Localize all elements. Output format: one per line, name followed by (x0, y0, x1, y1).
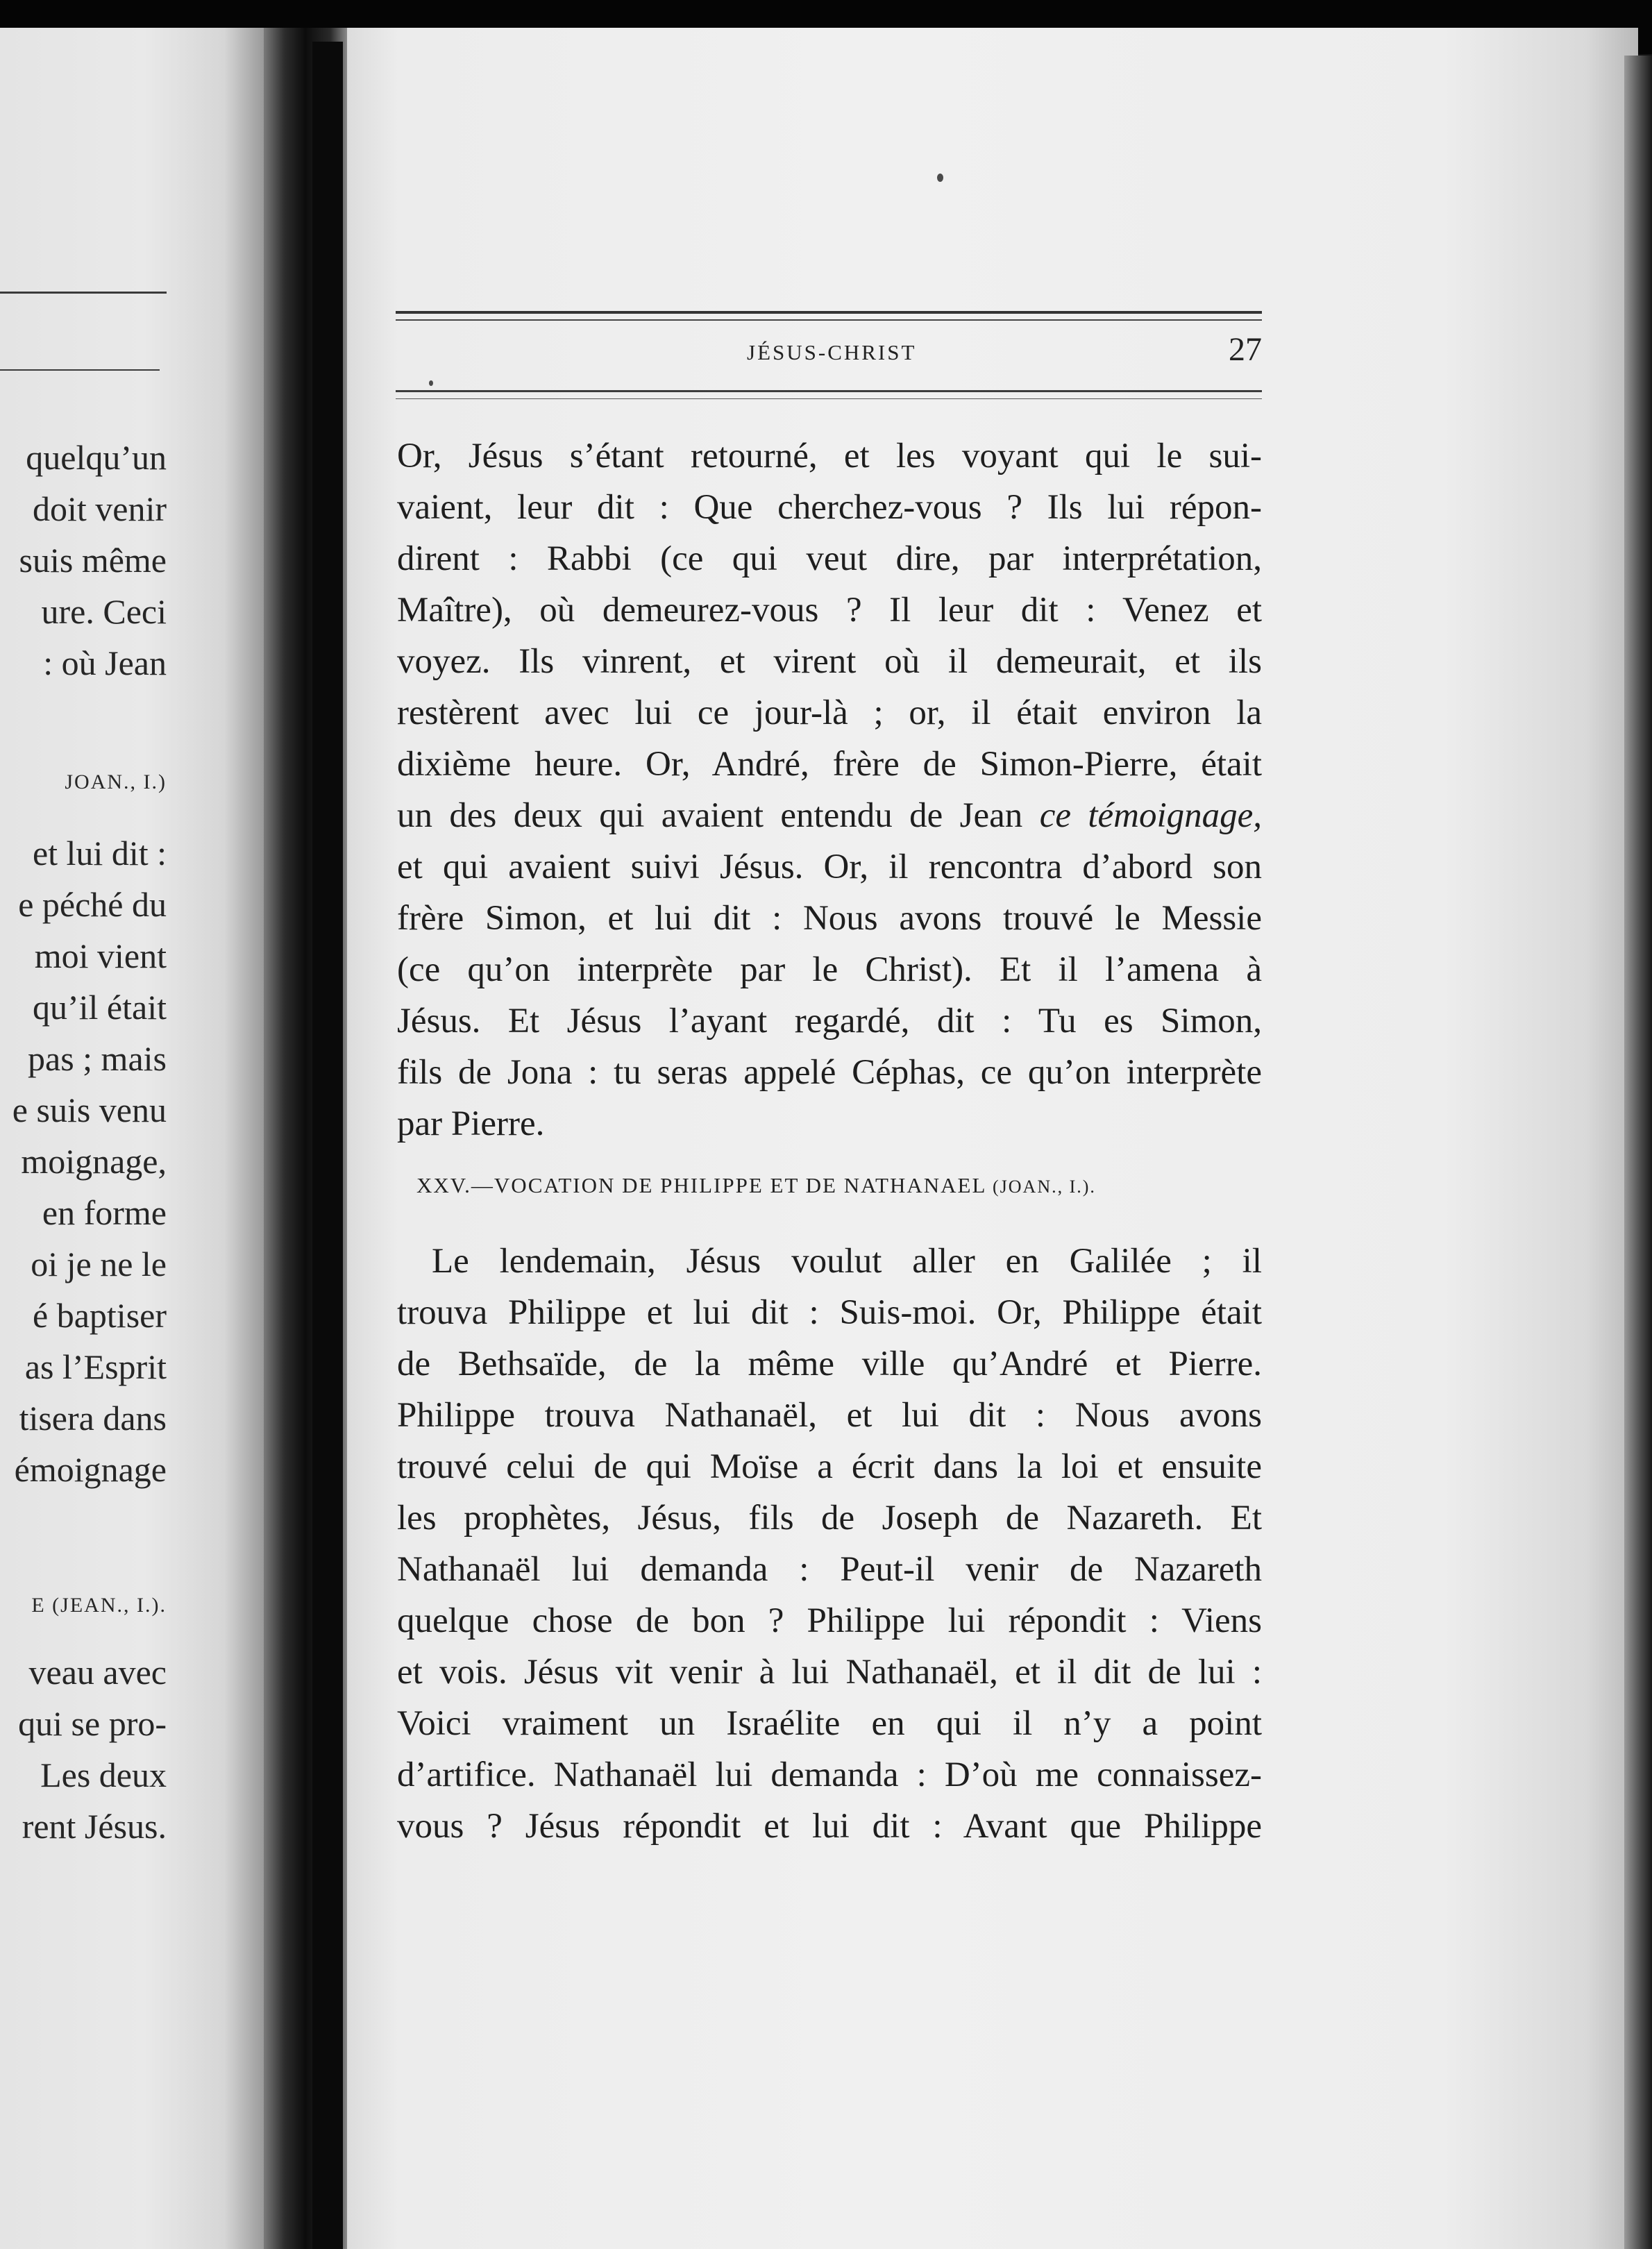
left-text-line: e péché du (18, 885, 167, 924)
text-line: vous ? Jésus répondit et lui dit : Avant que Philippe (397, 1807, 1262, 1846)
text-line: de Bethsaïde, de la même ville qu’André et Pierre. (397, 1345, 1262, 1383)
text-segment: un des deux qui avaient entendu de Jean (397, 796, 1023, 835)
left-text-line: et lui dit : (32, 834, 167, 873)
left-text-line: as l’Esprit (24, 1347, 167, 1386)
text-line: les prophètes, Jésus, fils de Joseph de Nazareth. Et (397, 1499, 1262, 1538)
header-rule-bottom (396, 390, 1262, 392)
left-section-ref: E (JEAN., I.). (31, 1594, 167, 1617)
left-text-line: tisera dans (19, 1399, 167, 1438)
text-line: Nathanaël lui demanda : Peut-il venir de Nazareth (397, 1550, 1262, 1589)
left-text-line: doit venir (32, 489, 167, 528)
left-text-line: oi je ne le (31, 1245, 167, 1283)
left-page (0, 28, 264, 2249)
text-line: dirent : Rabbi (ce qui veut dire, par interprétation, (397, 539, 1262, 578)
text-line: Maître), où demeurez-vous ? Il leur dit : Venez et (397, 591, 1262, 630)
left-section-ref: JOAN., I.) (65, 770, 167, 793)
italic-phrase: ce témoignage, (1039, 796, 1263, 835)
left-text-line: moignage, (21, 1142, 167, 1181)
left-text-line: quelqu’un (26, 438, 167, 477)
text-line: Jésus. Et Jésus l’ayant regardé, dit : Tu es Simon, (397, 1002, 1262, 1041)
text-line: fils de Jona : tu seras appelé Céphas, ce qu’on interprète (397, 1053, 1262, 1092)
page-number: 27 (1229, 331, 1262, 368)
left-text-line: Les deux (40, 1755, 167, 1794)
left-page-sub-rule (0, 369, 160, 371)
print-speck (937, 174, 943, 182)
section-heading-title: XXV.—VOCATION DE PHILIPPE ET DE NATHANAEL (416, 1173, 986, 1197)
left-text-line: en forme (42, 1193, 167, 1232)
header-rule-bottom-thin (396, 398, 1262, 399)
text-line: Or, Jésus s’étant retourné, et les voyant qui le sui- (397, 437, 1262, 475)
text-line: trouvé celui de qui Moïse a écrit dans la loi et ensuite (397, 1447, 1262, 1486)
text-line: Le lendemain, Jésus voulut aller en Galilée ; il (432, 1242, 1262, 1281)
text-line: et vois. Jésus vit venir à lui Nathanaël, et il dit de lui : (397, 1653, 1262, 1692)
header-rule-top (396, 311, 1262, 314)
gutter-shadow (312, 42, 343, 2249)
text-line: trouva Philippe et lui dit : Suis-moi. Or, Philippe était (397, 1293, 1262, 1332)
text-line: Philippe trouva Nathanaël, et lui dit : Nous avons (397, 1396, 1262, 1435)
text-line-with-italic (397, 790, 1262, 841)
left-text-line: veau avec (28, 1653, 167, 1692)
text-line: Voici vraiment un Israélite en qui il n’y a point (397, 1704, 1262, 1743)
section-heading-ref: (JOAN., I.). (992, 1177, 1096, 1197)
text-line: (ce qu’on interprète par le Christ). Et il l’amena à (397, 950, 1262, 989)
left-text-line: rent Jésus. (22, 1807, 167, 1846)
left-text-line: e suis venu (12, 1090, 167, 1129)
left-text-line: é baptiser (33, 1296, 167, 1335)
text-line: voyez. Ils vinrent, et virent où il demeurait, et ils (397, 642, 1262, 681)
text-line: par Pierre. (397, 1104, 545, 1143)
text-line: quelque chose de bon ? Philippe lui répondit : Viens (397, 1601, 1262, 1640)
section-heading (416, 1173, 1096, 1198)
text-line: d’artifice. Nathanaël lui demanda : D’où me connaissez- (397, 1755, 1262, 1794)
left-page-top-rule (0, 292, 167, 294)
text-line: et qui avaient suivi Jésus. Or, il rencontra d’abord son (397, 848, 1262, 886)
left-text-line: émoignage (14, 1450, 167, 1489)
left-text-line: moi vient (34, 936, 167, 975)
left-text-line: qui se pro- (18, 1704, 167, 1743)
header-rule-top-thin (396, 319, 1262, 321)
print-speck (429, 380, 433, 386)
text-line: dixième heure. Or, André, frère de Simon-Pierre, était (397, 745, 1262, 784)
running-title: JÉSUS-CHRIST (747, 340, 917, 364)
left-text-line: pas ; mais (28, 1039, 167, 1078)
left-text-line: ure. Ceci (41, 592, 167, 631)
text-line: vaient, leur dit : Que cherchez-vous ? Ils lui répon- (397, 488, 1262, 527)
left-text-line: qu’il était (33, 988, 167, 1027)
text-line: frère Simon, et lui dit : Nous avons trouvé le Messie (397, 899, 1262, 938)
text-line: restèrent avec lui ce jour-là ; or, il était environ la (397, 693, 1262, 732)
page-edge (1624, 56, 1652, 2249)
left-text-line: suis même (19, 541, 167, 580)
left-text-line: : où Jean (43, 643, 167, 682)
